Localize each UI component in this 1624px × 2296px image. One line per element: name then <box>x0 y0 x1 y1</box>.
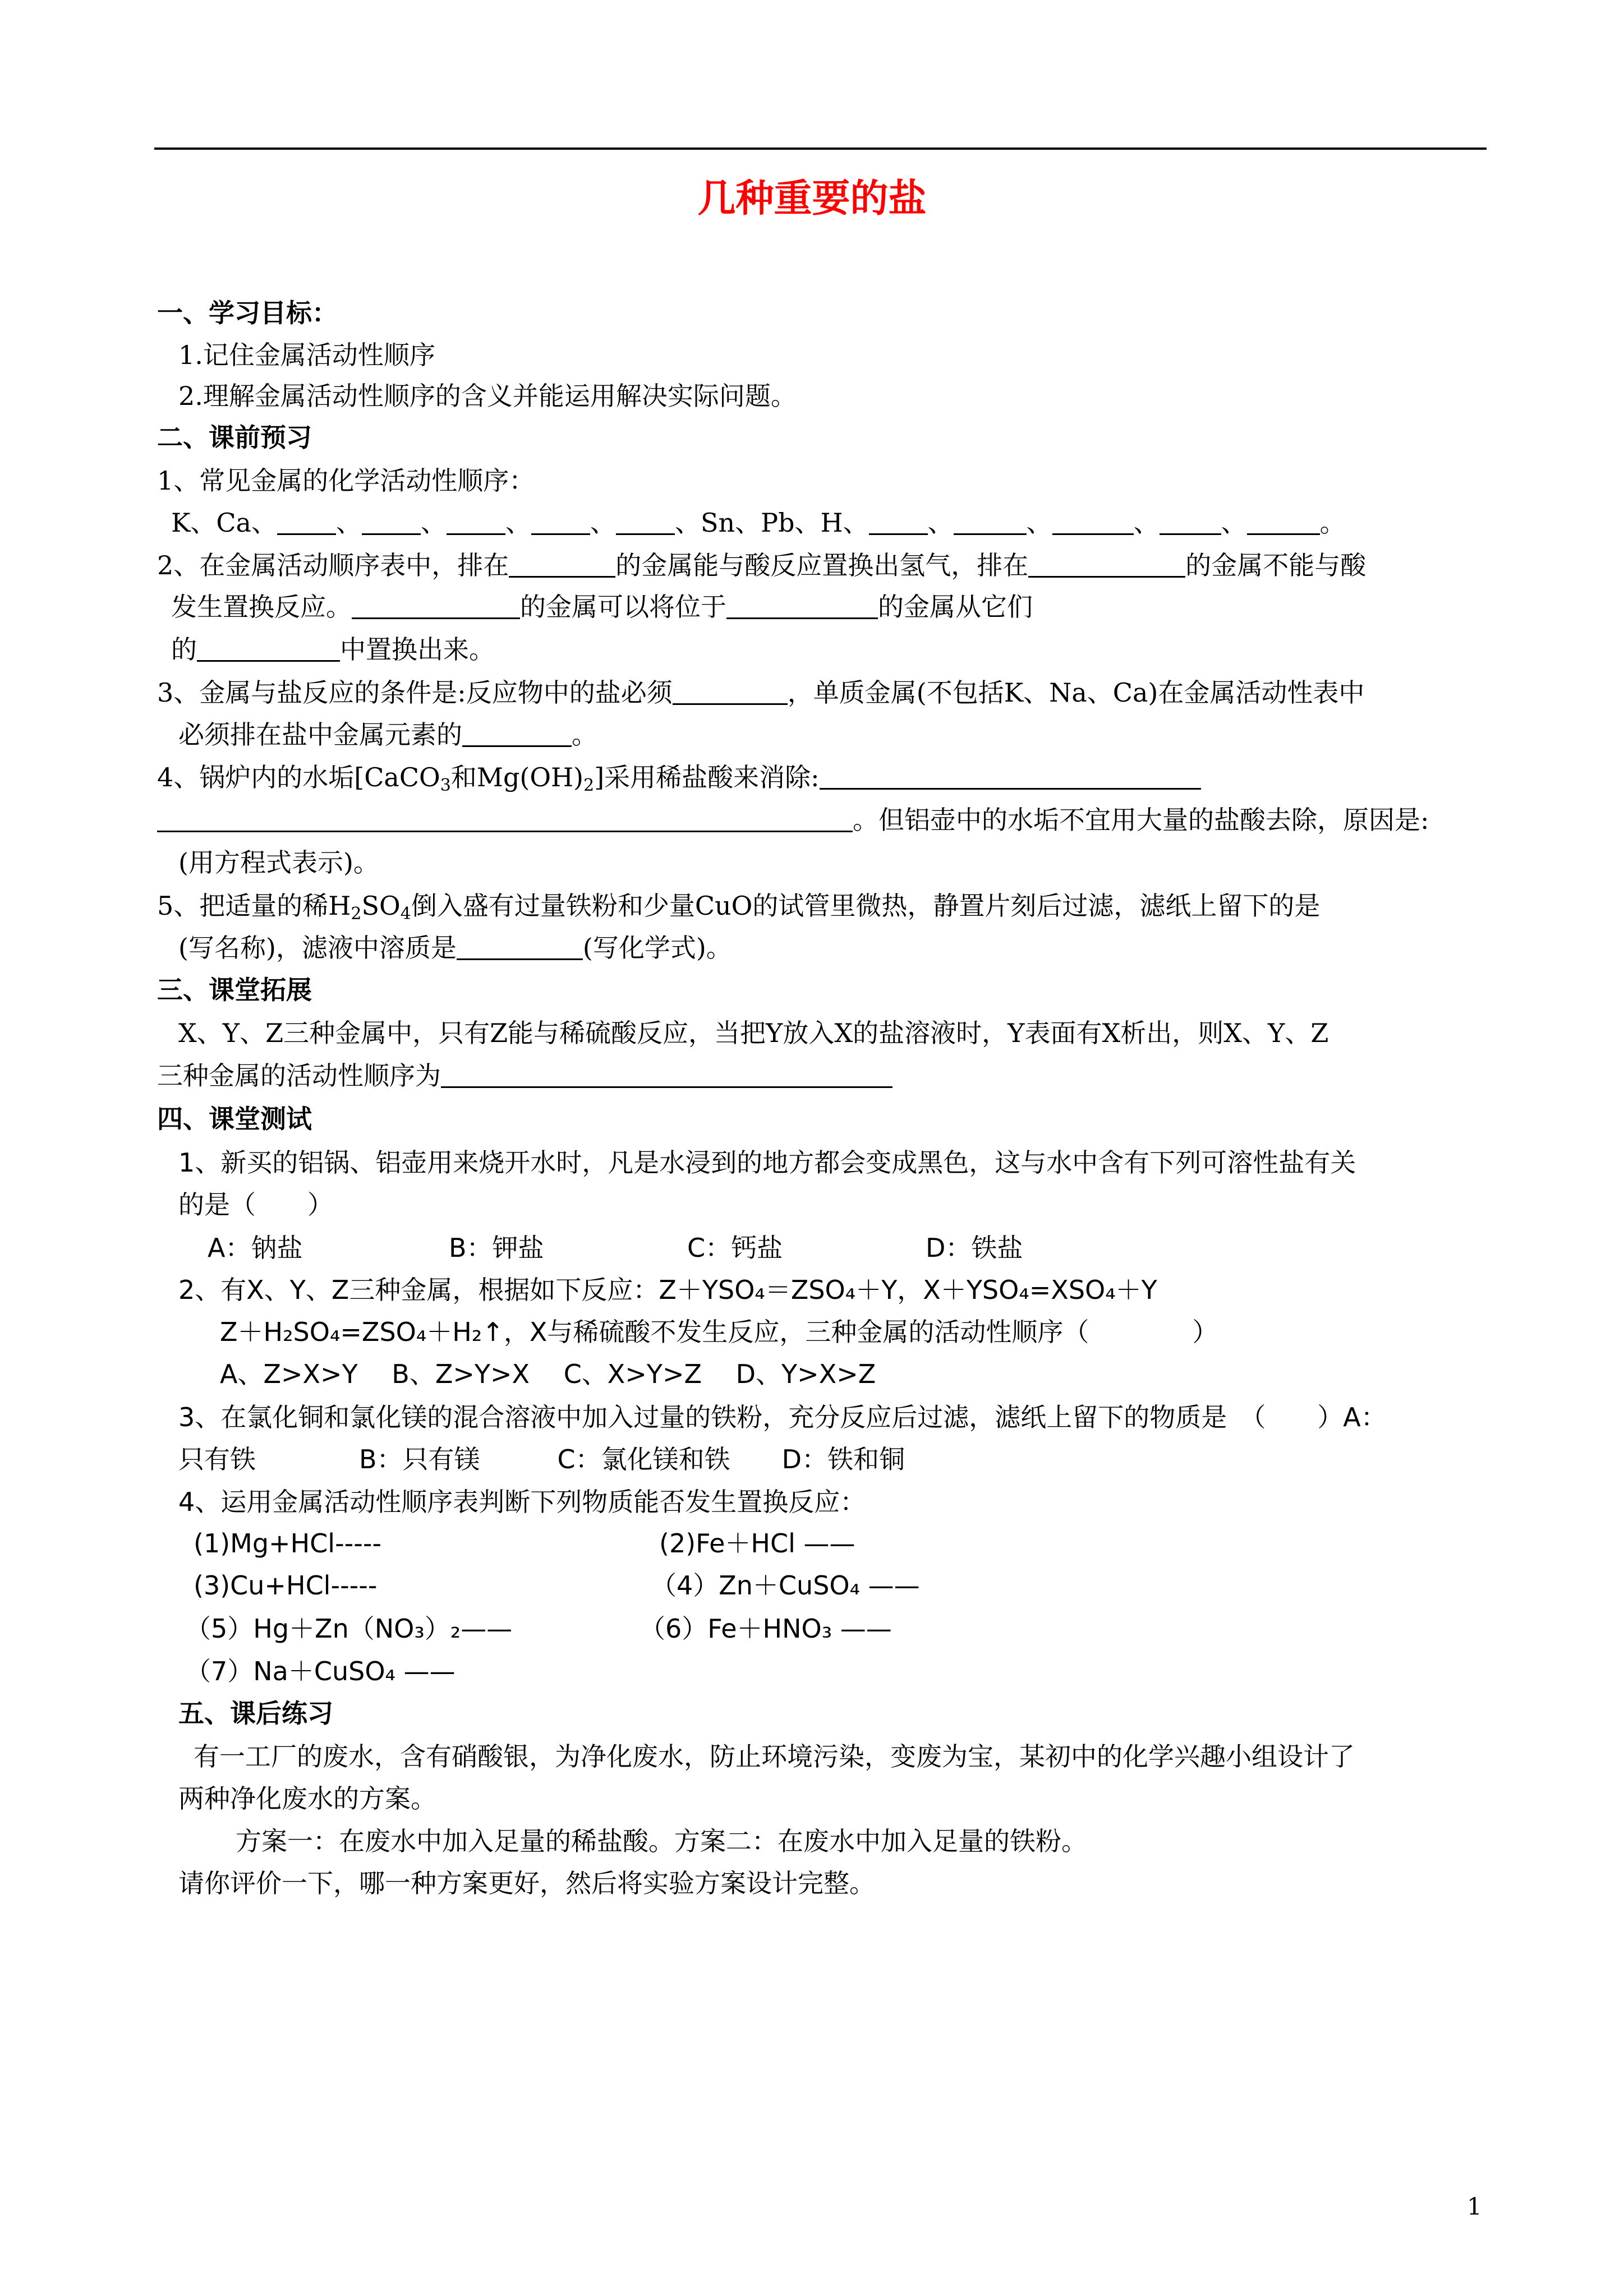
preview-q3-line1: 3、金属与盐反应的条件是:反应物中的盐必须 ，单质金属(不包括K、Na、Ca)在金属活动性表中 <box>157 677 1365 708</box>
extension-line2: 三种金属的活动性顺序为 <box>157 1059 892 1092</box>
blank[interactable] <box>509 551 615 578</box>
homework-line2: 两种净化废水的方案。 <box>178 1783 436 1814</box>
test-q1-option-a: A：钠盐 <box>208 1233 303 1263</box>
homework-line3: 方案一：在废水中加入足量的稀盐酸。方案二：在废水中加入足量的铁粉。 <box>236 1826 1087 1856</box>
test-q3-line1: 3、在氯化铜和氯化镁的混合溶液中加入过量的铁粉，充分反应后过滤，滤纸上留下的物质是 （ ）A： <box>178 1402 1387 1432</box>
extension-line1: X、Y、Z三种金属中，只有Z能与稀硫酸反应，当把Y放入X的盐溶液时，Y表面有X析出，则X、Y、Z <box>178 1018 1329 1048</box>
blank[interactable] <box>277 509 336 535</box>
page-title: 几种重要的盐 <box>697 177 927 221</box>
preview-q5-line2: (写名称)，滤液中溶质是 (写化学式)。 <box>178 933 732 963</box>
test-q2-line2: Z＋H₂SO₄=ZSO₄＋H₂↑，X与稀硫酸不发生反应，三种金属的活动性顺序（ ） <box>220 1317 1218 1347</box>
blank[interactable] <box>820 763 1201 790</box>
preview-q4-line2: 。但铝壶中的水垢不宜用大量的盐酸去除，原因是: <box>157 803 1429 837</box>
test-q2-options: A、Z>X>Y B、Z>Y>X C、X>Y>Z D、Y>X>Z <box>220 1359 876 1389</box>
blank[interactable] <box>673 679 788 705</box>
preview-q1: 1、常见金属的化学活动性顺序： <box>157 465 535 496</box>
reaction-7: （7）Na＋CuSO₄ —— <box>185 1656 456 1686</box>
blank[interactable] <box>726 593 878 619</box>
blank[interactable] <box>1028 551 1185 578</box>
test-q1-option-c: C：钙盐 <box>687 1233 783 1263</box>
blank[interactable] <box>1247 509 1320 535</box>
reaction-4: （4）Zn＋CuSO₄ —— <box>651 1570 920 1601</box>
blank[interactable] <box>954 509 1027 535</box>
test-q3-line2: 只有铁 B：只有镁 C：氯化镁和铁 D：铁和铜 <box>178 1444 905 1474</box>
preview-q2-line1: 2、在金属活动顺序表中，排在 的金属能与酸反应置换出氢气，排在 的金属不能与酸 <box>157 550 1367 580</box>
reaction-5: （5）Hg＋Zn（NO₃）₂—— <box>185 1613 513 1644</box>
blank[interactable] <box>362 509 421 535</box>
blank[interactable] <box>462 721 572 747</box>
blank[interactable] <box>157 806 853 832</box>
preview-q4-line1: 4、锅炉内的水垢[CaCO$_3$和$Mg(OH)_2$]采用稀盐酸来消除: <box>157 760 1201 803</box>
preview-q3-line2: 必须排在盐中金属元素的 。 <box>178 720 597 750</box>
metal-order-line: K、Ca、 、 、 、 、 、Sn、Pb、H、 、 、 、 、 。 <box>171 508 1346 538</box>
section-2-heading: 二、课前预习 <box>157 422 312 453</box>
section-4-heading: 四、课堂测试 <box>157 1104 312 1134</box>
section-1-heading: 一、学习目标： <box>157 298 338 328</box>
blank[interactable] <box>197 635 340 662</box>
blank[interactable] <box>447 509 505 535</box>
blank[interactable] <box>441 1062 892 1088</box>
blank[interactable] <box>457 934 583 960</box>
homework-line4: 请你评价一下，哪一种方案更好，然后将实验方案设计完整。 <box>178 1868 875 1898</box>
blank[interactable] <box>616 509 675 535</box>
blank[interactable] <box>869 509 928 535</box>
objective-1: 1.记住金属活动性顺序 <box>178 340 435 370</box>
reaction-2: (2)Fe＋HCl —— <box>659 1528 855 1559</box>
test-q2-line1: 2、有X、Y、Z三种金属，根据如下反应：Z＋YSO₄＝ZSO₄＋Y，X＋YSO₄=XSO₄＋Y <box>178 1275 1157 1305</box>
blank[interactable] <box>531 509 590 535</box>
preview-q5-line1: 5、把适量的稀$H_2SO_4$倒入盛有过量铁粉和少量CuO的试管里微热，静置片刻后过滤，滤纸上留下的是 <box>157 891 1321 924</box>
test-q1-line2: 的是（ ） <box>178 1190 333 1220</box>
section-3-heading: 三、课堂拓展 <box>157 975 312 1005</box>
blank[interactable] <box>352 593 520 619</box>
section-5-heading: 五、课后练习 <box>178 1698 333 1728</box>
preview-q2-line2: 发生置换反应。 的金属可以将位于 的金属从它们 <box>171 592 1033 622</box>
blank[interactable] <box>1052 509 1134 535</box>
preview-q2-line3: 的 中置换出来。 <box>171 634 495 665</box>
homework-line1: 有一工厂的废水，含有硝酸银，为净化废水，防止环境污染，变废为宝，某初中的化学兴趣小组设计了 <box>194 1741 1355 1772</box>
blank[interactable] <box>1160 509 1221 535</box>
test-q4: 4、运用金属活动性顺序表判断下列物质能否发生置换反应： <box>178 1487 866 1517</box>
reaction-6: （6）Fe＋HNO₃ —— <box>640 1613 892 1644</box>
test-q1-line1: 1、新买的铝锅、铝壶用来烧开水时，凡是水浸到的地方都会变成黑色，这与水中含有下列可溶性盐有关 <box>178 1147 1356 1178</box>
reaction-1: (1)Mg+HCl----- <box>194 1528 382 1559</box>
reaction-3: (3)Cu+HCl----- <box>194 1570 378 1601</box>
test-q1-option-b: B：钾盐 <box>449 1233 544 1263</box>
objective-2: 2.理解金属活动性顺序的含义并能运用解决实际问题。 <box>178 381 797 411</box>
header-rule <box>154 147 1487 150</box>
test-q1-option-d: D：铁盐 <box>926 1233 1023 1263</box>
preview-q4-line3: (用方程式表示)。 <box>178 847 379 878</box>
page-number: 1 <box>1467 2193 1482 2220</box>
